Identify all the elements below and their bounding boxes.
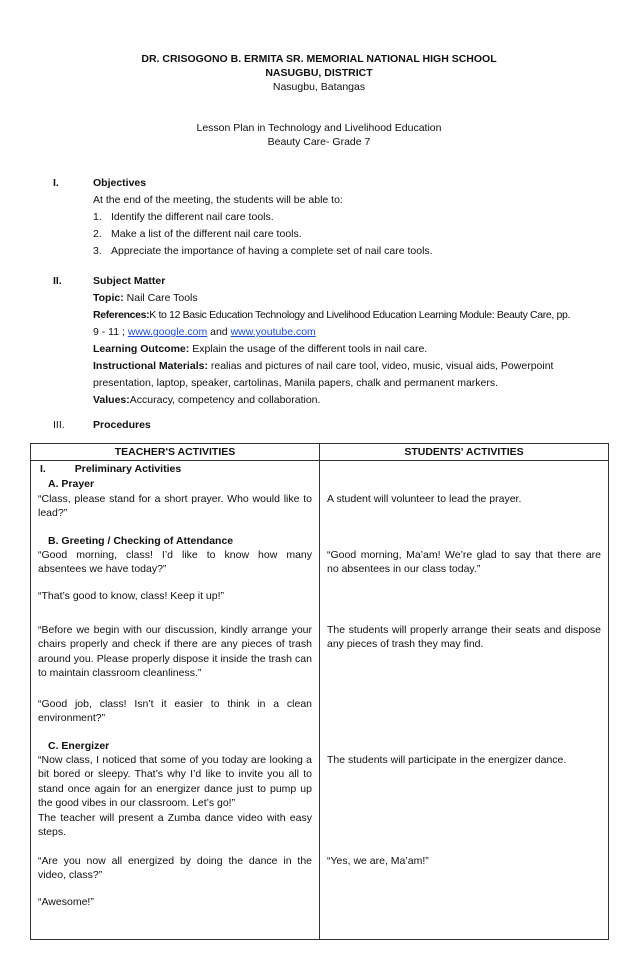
section-title: Subject Matter <box>93 275 166 287</box>
energizer-heading: C. Energizer <box>48 740 110 753</box>
section-title: Objectives <box>93 177 147 189</box>
materials-line: Instructional Materials: realias and pictures of nail care tool, video, music, visual aids, Powerpoint <box>93 360 554 372</box>
references-line: References:K to 12 Basic Education Technology and Livelihood Education Learning Module: Beauty Care, pp. <box>93 309 571 321</box>
section-number: I. <box>53 177 59 189</box>
energizer-teacher-note: The teacher will present a Zumba dance video with easy steps. <box>38 812 312 839</box>
objectives-intro: At the end of the meeting, the students will be able to: <box>93 194 343 206</box>
list-item: 1. Identify the different nail care tools. <box>93 211 274 223</box>
energized-student-text: “Yes, we are, Ma’am!” <box>327 855 429 868</box>
teacher-activities-header: TEACHER'S ACTIVITIES <box>31 444 320 461</box>
section-title: Procedures <box>93 419 151 431</box>
subject-grade: Beauty Care- Grade 7 <box>267 136 371 148</box>
plan-title: Lesson Plan in Technology and Livelihood Education <box>196 122 442 134</box>
greeting-student-text: “Good morning, Ma’am! We’re glad to say that there are no absentees in our class today.” <box>327 549 601 576</box>
school-name: DR. CRISOGONO B. ERMITA SR. MEMORIAL NATIONAL HIGH SCHOOL <box>141 53 497 65</box>
students-column <box>320 461 609 940</box>
greeting-heading: B. Greeting / Checking of Attendance <box>48 535 234 548</box>
energizer-student-text: The students will participate in the energizer dance. <box>327 754 567 767</box>
district: NASUGBU, DISTRICT <box>265 67 373 79</box>
activities-table <box>30 443 609 940</box>
energizer-teacher-text: “Now class, I noticed that some of you today are looking a bit bored or sleepy. That’s why I’d like to invite you all to stand once again for an energizer dance just to pump up the good vibes in our classroom. Let’s go!” <box>38 754 312 809</box>
energized-teacher-text: “Are you now all energized by doing the dance in the video, class?” <box>38 855 312 882</box>
clean-teacher-text: “Good job, class! Isn’t it easier to think in a clean environment?” <box>38 698 312 725</box>
awesome-teacher-text: “Awesome!” <box>38 896 94 909</box>
section-number: II. <box>53 275 62 287</box>
list-item: 3. Appreciate the importance of having a complete set of nail care tools. <box>93 245 433 257</box>
greeting-teacher-text: “Good morning, class! I’d like to know how many absentees we have today?” <box>38 549 312 576</box>
topic-line: Topic: Nail Care Tools <box>93 292 198 304</box>
google-link[interactable]: www.google.com <box>127 326 208 338</box>
preliminary-heading: I. Preliminary Activities <box>40 463 182 476</box>
arrange-teacher-text: “Before we begin with our discussion, kindly arrange your chairs properly and check if there are any pieces of trash around you. Please properly dispose it inside the trash can to maintain classroom cleanliness.” <box>38 624 312 679</box>
youtube-link[interactable]: www.youtube.com <box>230 326 316 338</box>
section-number: III. <box>53 419 65 431</box>
materials-line-2: presentation, laptop, speaker, cartolinas, Manila papers, chalk and permanent markers. <box>93 377 499 389</box>
teacher-column <box>31 461 320 940</box>
arrange-student-text: The students will properly arrange their seats and dispose any pieces of trash they may find. <box>327 624 601 651</box>
prayer-teacher-text: “Class, please stand for a short prayer. Who would like to lead?” <box>38 493 312 520</box>
objectives-list <box>93 210 601 261</box>
location: Nasugbu, Batangas <box>272 81 366 93</box>
list-item: 2. Make a list of the different nail care tools. <box>93 228 302 240</box>
prayer-student-text: A student will volunteer to lead the prayer. <box>327 493 522 506</box>
learning-outcome-line: Learning Outcome: Explain the usage of the different tools in nail care. <box>93 343 428 355</box>
greeting-teacher-text-2: “That’s good to know, class! Keep it up!” <box>38 590 224 603</box>
students-activities-header: STUDENTS' ACTIVITIES <box>320 444 609 461</box>
values-line: Values:Accuracy, competency and collaboration. <box>93 394 321 406</box>
references-line-2: 9 - 11 ; www.google.com and www.youtube.com <box>93 326 316 338</box>
prayer-heading: A. Prayer <box>48 478 95 491</box>
